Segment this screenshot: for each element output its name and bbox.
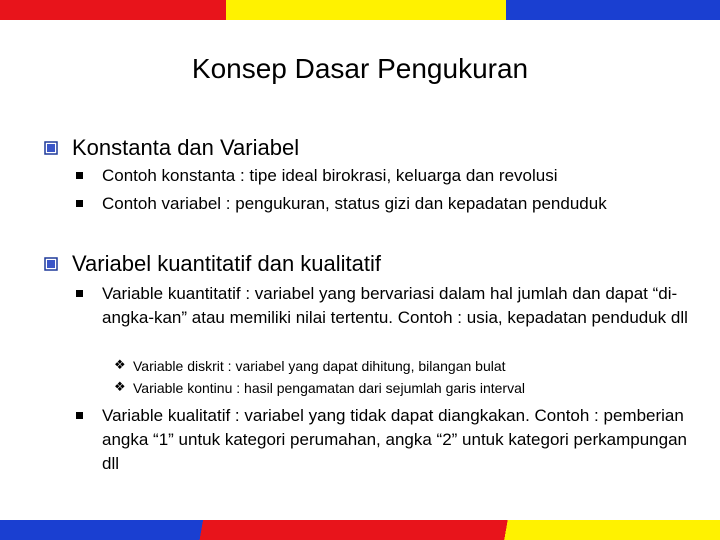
top-color-band	[0, 0, 720, 20]
list-item-text: Contoh variabel : pengukuran, status gizi dan kepadatan penduduk	[102, 194, 607, 213]
section-heading-label: Konstanta dan Variabel	[72, 135, 300, 160]
sub-list-item-text: Variable diskrit : variabel yang dapat dihitung, bilangan bulat	[133, 358, 506, 374]
slide-title: Konsep Dasar Pengukuran	[191, 53, 529, 84]
small-square-bullet-icon	[76, 200, 83, 207]
list-item-text: Variable kuantitatif : variabel yang bervariasi dalam hal jumlah dan dapat “di-angka-kan” atau memiliki nilai tertentu. Contoh : usia, kepadatan penduduk dll	[102, 284, 688, 327]
diamond-bullet-icon: ❖	[114, 358, 126, 373]
sub-list-item-text: Variable kontinu : hasil pengamatan dari sejumlah garis interval	[133, 380, 525, 396]
small-square-bullet-icon	[76, 290, 83, 297]
bottom-color-band	[0, 520, 720, 540]
square-bullet-icon	[44, 141, 58, 155]
list-item-text: Variable kualitatif : variabel yang tidak dapat diangkakan. Contoh : pemberian angka “1” untuk kategori perumahan, angka “2” untuk kategori perkampungan dll	[102, 406, 687, 473]
section-heading-label: Variabel kuantitatif dan kualitatif	[72, 251, 381, 276]
list-item-text: Contoh konstanta : tipe ideal birokrasi, keluarga dan revolusi	[102, 166, 558, 185]
square-bullet-icon	[44, 257, 58, 271]
small-square-bullet-icon	[76, 412, 83, 419]
small-square-bullet-icon	[76, 172, 83, 179]
diamond-bullet-icon: ❖	[114, 380, 126, 395]
